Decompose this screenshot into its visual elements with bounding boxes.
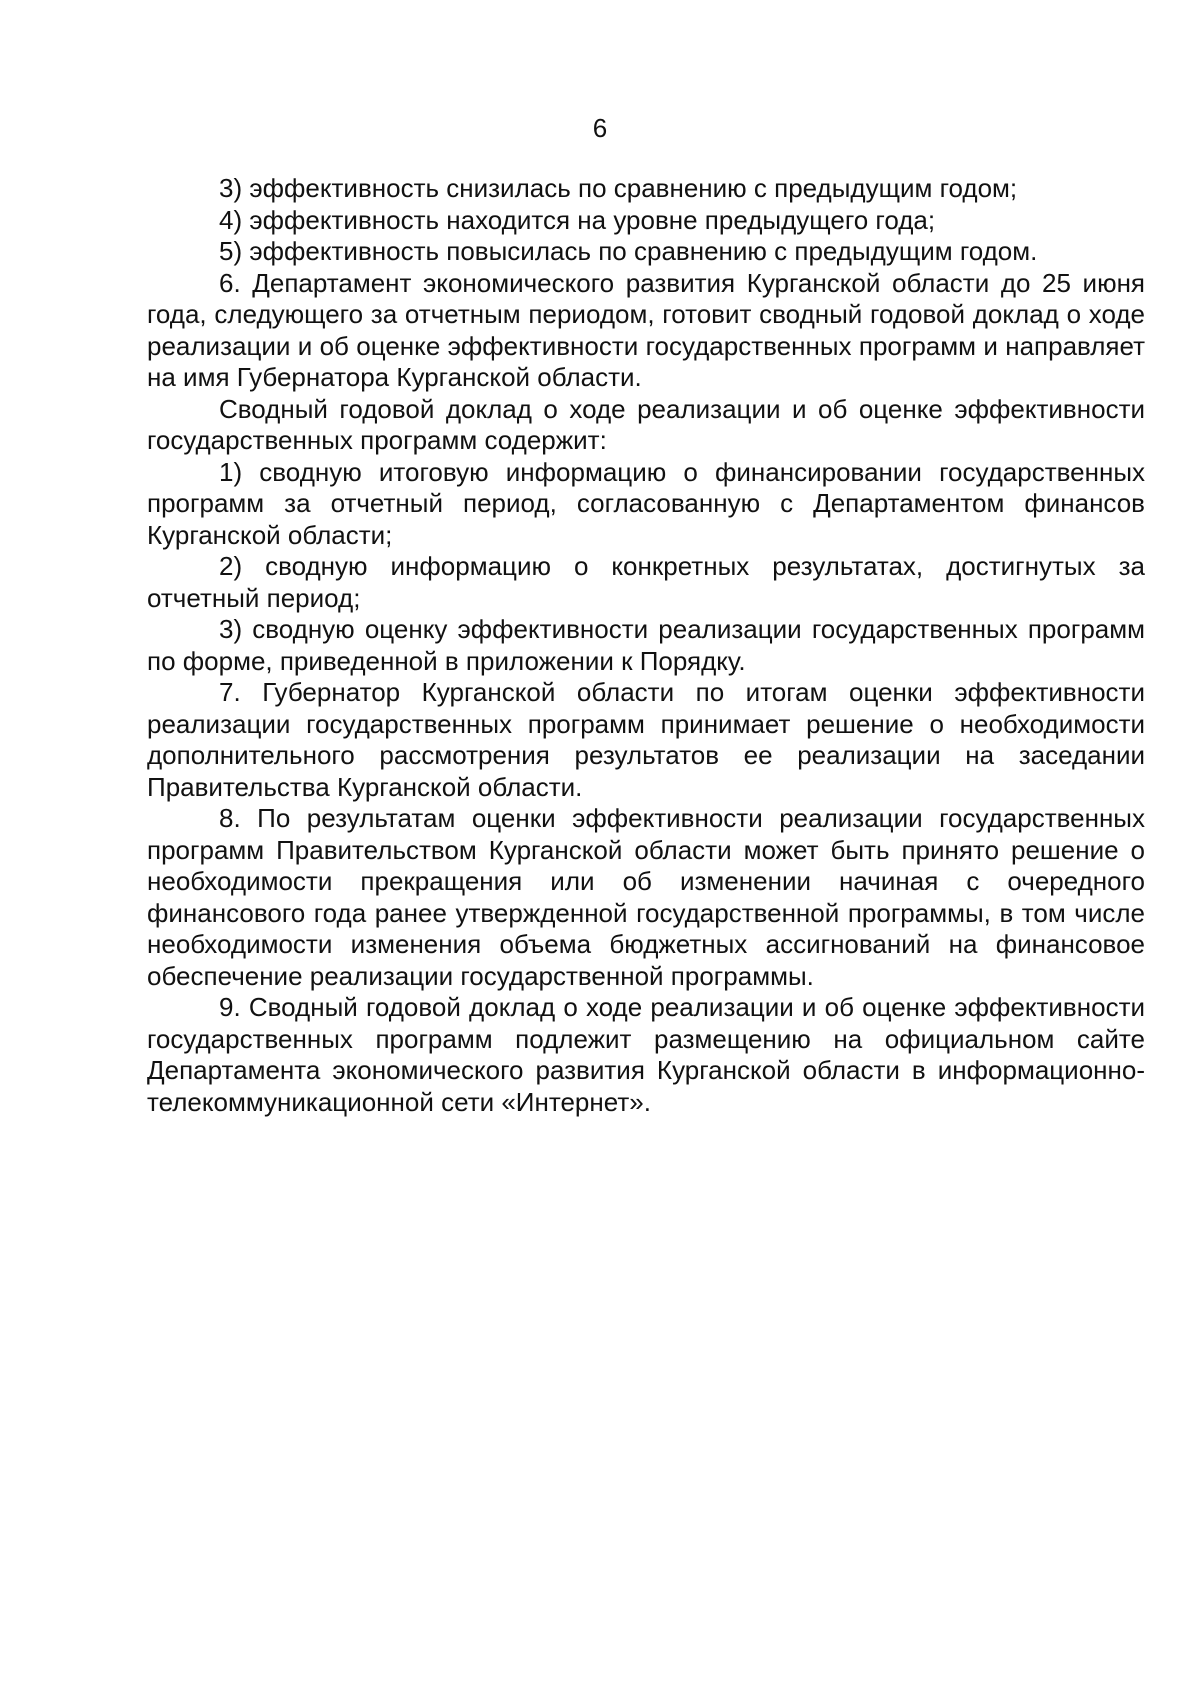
list-item-effectiveness-assessment: 3) сводную оценку эффективности реализации государственных программ по форме, приведенной в приложении к Порядку. — [147, 614, 1145, 676]
paragraph-6-annual-report: 6. Департамент экономического развития Курганской области до 25 июня года, следующего за отчетным периодом, готовит сводный годовой доклад о ходе реализации и об оценке эффективности государственных программ и направляет на имя Губернатора Курганской области. — [147, 267, 1145, 392]
paragraph-report-contents: Сводный годовой доклад о ходе реализации и об оценке эффективности государственных программ содержит: — [147, 393, 1145, 455]
list-item-effectiveness-unchanged: 4) эффективность находится на уровне предыдущего года; — [219, 204, 936, 235]
list-item-results-info: 2) сводную информацию о конкретных результатах, достигнутых за отчетный период; — [147, 551, 1145, 613]
list-item-effectiveness-increased: 5) эффективность повысилась по сравнению с предыдущим годом. — [219, 236, 1038, 266]
paragraph-7-governor-decision: 7. Губернатор Курганской области по итогам оценки эффективности реализации государственных программ принимает решение о необходимости дополнительного рассмотрения результатов ее реализации на заседании Правительства Курганской области. — [147, 677, 1145, 802]
paragraph-8-program-changes: 8. По результатам оценки эффективности реализации государственных программ Правительством Курганской области может быть принято решение о необходимости прекращения или об изменении начиная с очередного финансового года ранее утвержденной государственной программы, в том числе необходимости изменения объема бюджетных ассигнований на финансовое обеспечение реализации государственной программы. — [147, 803, 1145, 991]
list-item-financing-info: 1) сводную итоговую информацию о финансировании государственных программ за отчетный период, согласованную с Департаментом финансов Курганской области; — [147, 456, 1145, 550]
document-body — [147, 173, 1145, 1118]
page-number: 6 — [592, 113, 608, 143]
list-item-effectiveness-decreased: 3) эффективность снизилась по сравнению с предыдущим годом; — [219, 173, 1018, 203]
paragraph-9-publication: 9. Сводный годовой доклад о ходе реализации и об оценке эффективности государственных программ подлежит размещению на официальном сайте Департамента экономического развития Курганской области в информационно-телекоммуникационной сети «Интернет». — [147, 992, 1145, 1117]
